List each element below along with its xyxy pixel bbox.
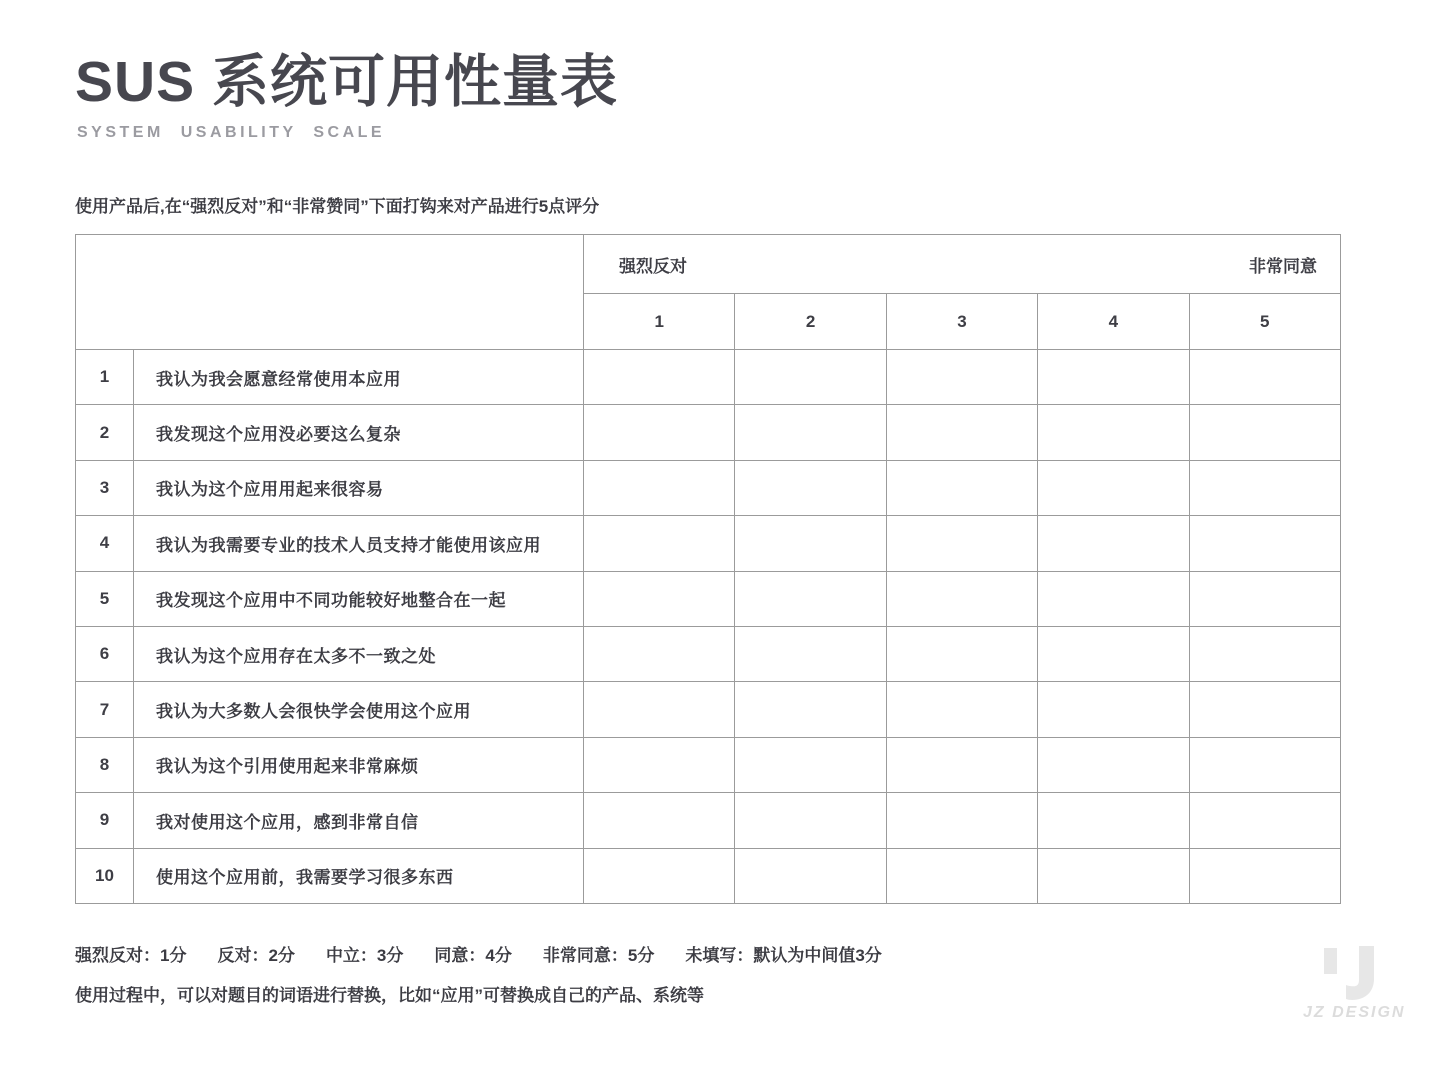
jz-design-wordmark: JZ DESIGN xyxy=(1303,1004,1406,1021)
answer-cell-q8-score4[interactable] xyxy=(1038,737,1189,792)
scale-column-header-1: 1 xyxy=(584,294,735,350)
answer-cell-q10-score1[interactable] xyxy=(584,848,735,903)
answer-cell-q4-score4[interactable] xyxy=(1038,516,1189,571)
answer-cell-q5-score4[interactable] xyxy=(1038,571,1189,626)
answer-cell-q10-score3[interactable] xyxy=(886,848,1037,903)
jz-logo-icon xyxy=(1324,946,1374,1000)
question-text-3: 我认为这个应用用起来很容易 xyxy=(134,460,584,515)
sus-rating-table xyxy=(75,234,1341,904)
row-number-9: 9 xyxy=(76,793,134,848)
answer-cell-q1-score1[interactable] xyxy=(584,350,735,405)
answer-cell-q8-score3[interactable] xyxy=(886,737,1037,792)
legend-item: 同意：4分 xyxy=(434,946,512,965)
question-text-2: 我发现这个应用没必要这么复杂 xyxy=(134,405,584,460)
answer-cell-q3-score1[interactable] xyxy=(584,460,735,515)
question-text-7: 我认为大多数人会很快学会使用这个应用 xyxy=(134,682,584,737)
answer-cell-q5-score5[interactable] xyxy=(1189,571,1340,626)
answer-cell-q4-score2[interactable] xyxy=(735,516,886,571)
answer-cell-q1-score3[interactable] xyxy=(886,350,1037,405)
answer-cell-q5-score2[interactable] xyxy=(735,571,886,626)
scoring-legend xyxy=(75,941,882,966)
table-row-2 xyxy=(76,405,1341,460)
answer-cell-q10-score2[interactable] xyxy=(735,848,886,903)
row-number-8: 8 xyxy=(76,737,134,792)
table-row-5 xyxy=(76,571,1341,626)
answer-cell-q10-score4[interactable] xyxy=(1038,848,1189,903)
usage-note: 使用过程中，可以对题目的词语进行替换，比如“应用”可替换成自己的产品、系统等 xyxy=(75,986,704,1005)
scale-left-label: 强烈反对 xyxy=(619,256,687,276)
answer-cell-q6-score1[interactable] xyxy=(584,626,735,681)
answer-cell-q5-score3[interactable] xyxy=(886,571,1037,626)
answer-cell-q9-score1[interactable] xyxy=(584,793,735,848)
answer-cell-q4-score3[interactable] xyxy=(886,516,1037,571)
answer-cell-q4-score1[interactable] xyxy=(584,516,735,571)
table-corner-cell xyxy=(76,235,584,350)
instruction-text: 使用产品后,在“强烈反对”和“非常赞同”下面打钩来对产品进行5点评分 xyxy=(75,197,600,216)
table-row-1 xyxy=(76,350,1341,405)
answer-cell-q1-score5[interactable] xyxy=(1189,350,1340,405)
answer-cell-q3-score4[interactable] xyxy=(1038,460,1189,515)
answer-cell-q3-score3[interactable] xyxy=(886,460,1037,515)
answer-cell-q5-score1[interactable] xyxy=(584,571,735,626)
legend-item: 中立：3分 xyxy=(325,946,404,965)
page-subtitle: SYSTEM USABILITY SCALE xyxy=(77,124,386,141)
answer-cell-q7-score2[interactable] xyxy=(735,682,886,737)
answer-cell-q3-score2[interactable] xyxy=(735,460,886,515)
legend-item: 反对：2分 xyxy=(217,946,295,965)
answer-cell-q3-score5[interactable] xyxy=(1189,460,1340,515)
answer-cell-q1-score4[interactable] xyxy=(1038,350,1189,405)
question-text-8: 我认为这个引用使用起来非常麻烦 xyxy=(134,737,584,792)
answer-cell-q8-score2[interactable] xyxy=(735,737,886,792)
answer-cell-q6-score3[interactable] xyxy=(886,626,1037,681)
row-number-4: 4 xyxy=(76,516,134,571)
answer-cell-q9-score5[interactable] xyxy=(1189,793,1340,848)
answer-cell-q4-score5[interactable] xyxy=(1189,516,1340,571)
table-row-10 xyxy=(76,848,1341,903)
question-text-1: 我认为我会愿意经常使用本应用 xyxy=(134,350,584,405)
question-rows xyxy=(76,350,1341,904)
page-title: SUS 系统可用性量表 xyxy=(75,50,619,114)
scale-labels-cell xyxy=(584,235,1341,294)
answer-cell-q9-score3[interactable] xyxy=(886,793,1037,848)
scale-column-header-3: 3 xyxy=(886,294,1037,350)
legend-item: 强烈反对：1分 xyxy=(75,946,187,965)
answer-cell-q1-score2[interactable] xyxy=(735,350,886,405)
answer-cell-q7-score4[interactable] xyxy=(1038,682,1189,737)
legend-item: 非常同意：5分 xyxy=(542,946,655,965)
legend-item: 未填写：默认为中间值3分 xyxy=(685,946,882,965)
row-number-2: 2 xyxy=(76,405,134,460)
question-text-6: 我认为这个应用存在太多不一致之处 xyxy=(134,626,584,681)
table-row-9 xyxy=(76,793,1341,848)
answer-cell-q2-score2[interactable] xyxy=(735,405,886,460)
row-number-1: 1 xyxy=(76,350,134,405)
answer-cell-q2-score5[interactable] xyxy=(1189,405,1340,460)
table-row-4 xyxy=(76,516,1341,571)
row-number-5: 5 xyxy=(76,571,134,626)
scale-right-label: 非常同意 xyxy=(1248,256,1317,276)
table-row-7 xyxy=(76,682,1341,737)
answer-cell-q9-score4[interactable] xyxy=(1038,793,1189,848)
answer-cell-q7-score1[interactable] xyxy=(584,682,735,737)
answer-cell-q6-score4[interactable] xyxy=(1038,626,1189,681)
answer-cell-q7-score5[interactable] xyxy=(1189,682,1340,737)
answer-cell-q8-score1[interactable] xyxy=(584,737,735,792)
row-number-3: 3 xyxy=(76,460,134,515)
answer-cell-q10-score5[interactable] xyxy=(1189,848,1340,903)
scale-column-header-2: 2 xyxy=(735,294,886,350)
row-number-7: 7 xyxy=(76,682,134,737)
question-text-4: 我认为我需要专业的技术人员支持才能使用该应用 xyxy=(134,516,584,571)
answer-cell-q2-score3[interactable] xyxy=(886,405,1037,460)
row-number-10: 10 xyxy=(76,848,134,903)
answer-cell-q9-score2[interactable] xyxy=(735,793,886,848)
answer-cell-q6-score5[interactable] xyxy=(1189,626,1340,681)
table-row-8 xyxy=(76,737,1341,792)
answer-cell-q6-score2[interactable] xyxy=(735,626,886,681)
answer-cell-q8-score5[interactable] xyxy=(1189,737,1340,792)
question-text-10: 使用这个应用前，我需要学习很多东西 xyxy=(134,848,584,903)
question-text-9: 我对使用这个应用，感到非常自信 xyxy=(134,793,584,848)
scale-column-header-5: 5 xyxy=(1189,294,1340,350)
scale-column-header-4: 4 xyxy=(1038,294,1189,350)
table-row-6 xyxy=(76,626,1341,681)
table-row-3 xyxy=(76,460,1341,515)
answer-cell-q2-score1[interactable] xyxy=(584,405,735,460)
row-number-6: 6 xyxy=(76,626,134,681)
answer-cell-q7-score3[interactable] xyxy=(886,682,1037,737)
answer-cell-q2-score4[interactable] xyxy=(1038,405,1189,460)
scale-label-row xyxy=(76,235,1341,294)
question-text-5: 我发现这个应用中不同功能较好地整合在一起 xyxy=(134,571,584,626)
